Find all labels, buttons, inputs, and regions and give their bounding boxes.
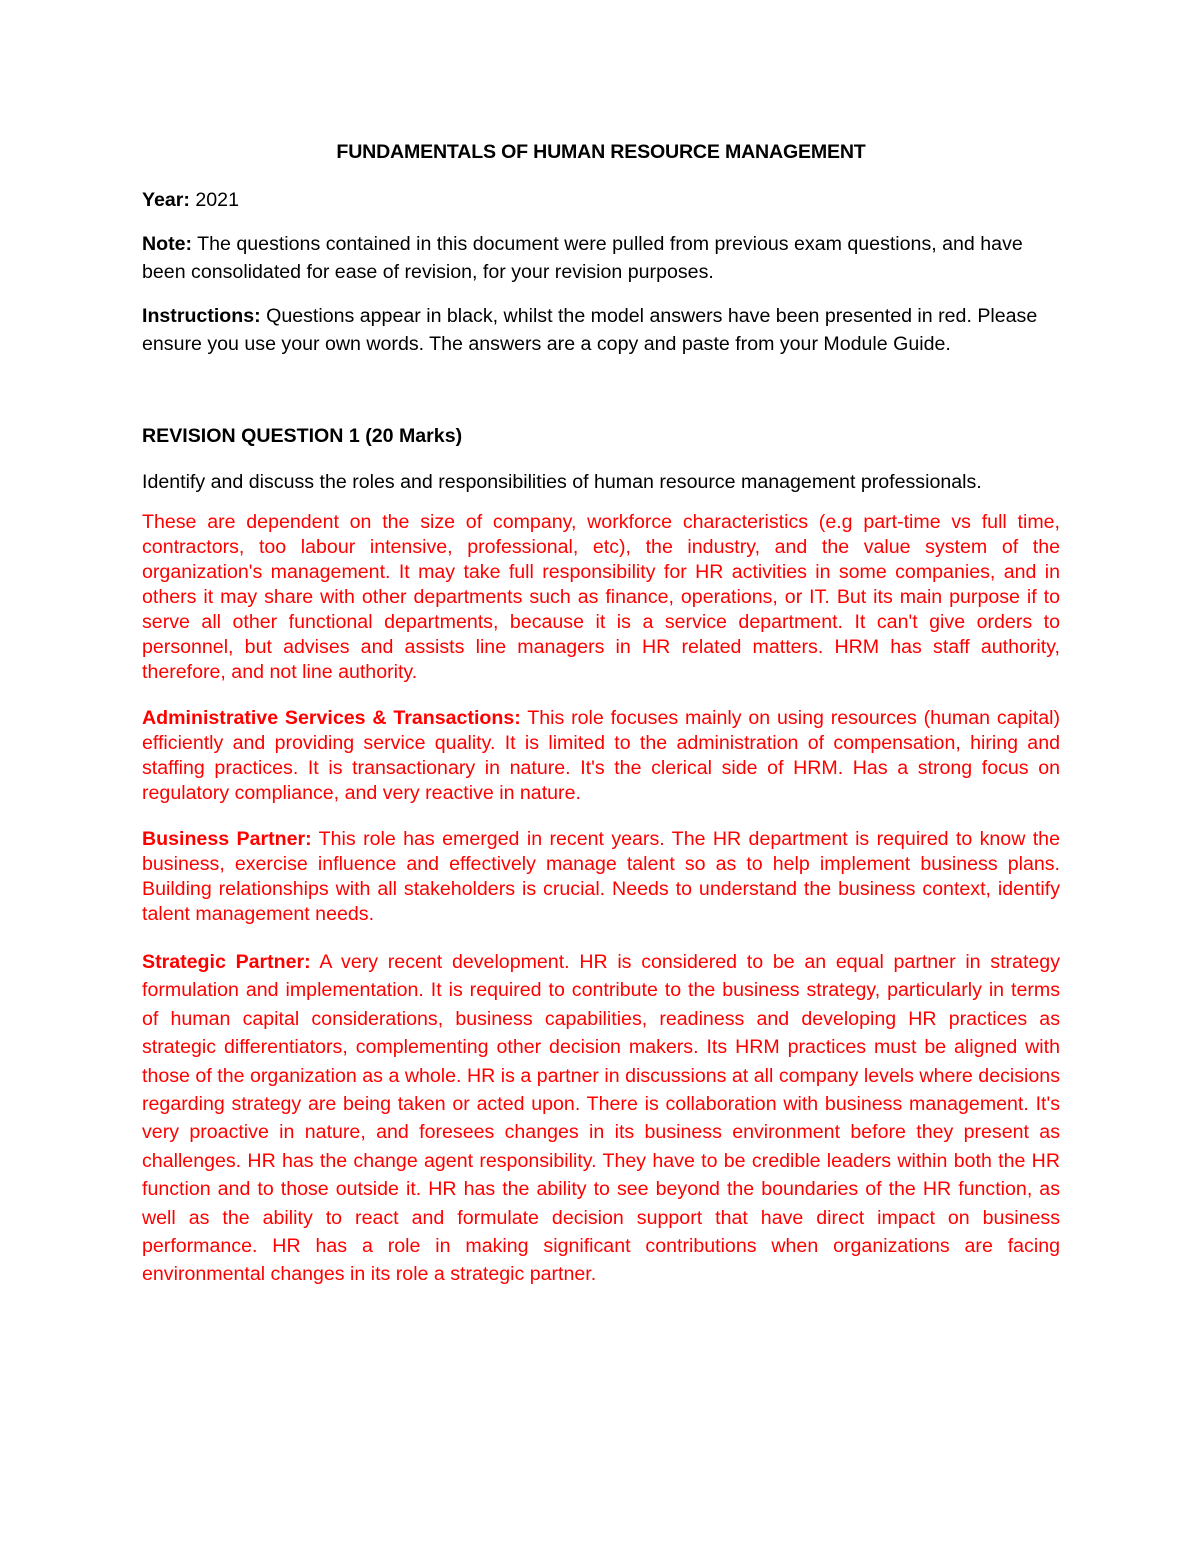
note-text: The questions contained in this document were pulled from previous exam questions, and have been consolidated for ease of revision, for your revision purposes. (142, 233, 1023, 283)
document-title: FUNDAMENTALS OF HUMAN RESOURCE MANAGEMENT (336, 141, 866, 163)
answer-role-administrative (142, 706, 1060, 806)
role-label: Business Partner: (142, 828, 312, 850)
role-label: Strategic Partner: (142, 951, 311, 973)
role-text: This role has emerged in recent years. The HR department is required to know the business, exercise influence and effectively manage talent so as to help implement business plans. Building relationships with all stakeholders is crucial. Needs to understand the business context, identify talent management needs. (142, 828, 1060, 925)
document-page (142, 138, 1060, 1310)
instructions-paragraph (142, 302, 1060, 358)
instructions-text: Questions appear in black, whilst the model answers have been presented in red. Please ensure you use your own words. The answers are a copy and paste from your Module Guide. (142, 305, 1038, 355)
note-paragraph (142, 230, 1060, 286)
question-prompt: Identify and discuss the roles and responsibilities of human resource management professionals. (142, 471, 982, 493)
answer-role-business-partner (142, 827, 1060, 927)
year-value: 2021 (189, 189, 239, 211)
instructions-label: Instructions: (142, 305, 261, 327)
year-label: Year: (142, 189, 190, 211)
year-line (142, 186, 1060, 214)
role-text: A very recent development. HR is considered to be an equal partner in strategy formulation and implementation. It is required to contribute to the business strategy, particularly in terms of human capital considerations, business capabilities, readiness and developing HR practices as strategic differentiators, complementing other decision makers. Its HRM practices must be aligned with those of the organization as a whole. HR is a partner in discussions at all company levels where decisions regarding strategy are being taken or acted upon. There is collaboration with business management. It's very proactive in nature, and foresees changes in its business environment before they present as challenges. HR has the change agent responsibility. They have to be credible leaders within both the HR function and to those outside it. HR has the ability to see beyond the boundaries of the HR function, as well as the ability to react and formulate decision support that have direct impact on business performance. HR has a role in making significant contributions when organizations are facing environmental changes in its role a strategic partner. (142, 951, 1060, 1286)
answer-intro: These are dependent on the size of company, workforce characteristics (e.g part-time vs full time, contractors, too labour intensive, professional, etc), the industry, and the value system of the organization's management. It may take full responsibility for HR activities in some companies, and in others it may share with other departments such as finance, operations, or IT. But its main purpose if to serve all other functional departments, because it is a service department. It can't give orders to personnel, but advises and assists line managers in HR related matters. HRM has staff authority, therefore, and not line authority. (142, 511, 1060, 683)
note-label: Note: (142, 233, 193, 255)
question-heading: REVISION QUESTION 1 (20 Marks) (142, 425, 463, 447)
role-text: This role focuses mainly on using resources (human capital) efficiently and providing service quality. It is limited to the administration of compensation, hiring and staffing practices. It is transactionary in nature. It's the clerical side of HRM. Has a strong focus on regulatory compliance, and very reactive in nature. (142, 707, 1060, 804)
role-label: Administrative Services & Transactions: (142, 707, 521, 729)
answer-role-strategic-partner (142, 948, 1060, 1289)
